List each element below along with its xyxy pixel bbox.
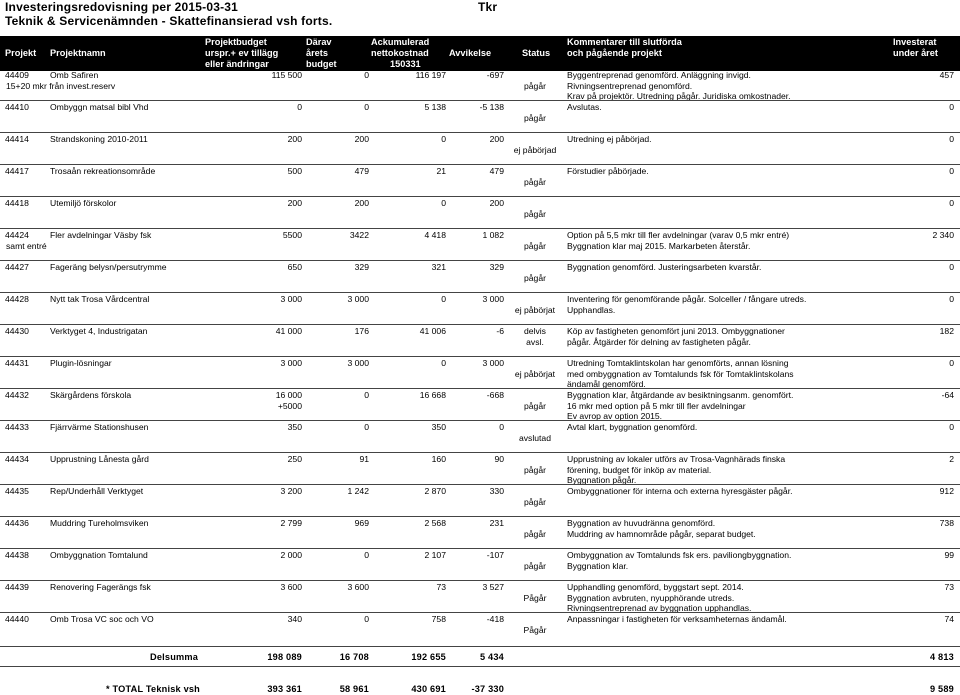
status-badge: pågår	[524, 400, 546, 411]
status-badge: pågår	[524, 80, 546, 91]
project-id: 44430	[5, 326, 29, 336]
investerat-value: 0	[949, 294, 954, 304]
row-divider	[0, 260, 960, 261]
row-divider	[0, 646, 960, 647]
avvikelse-value: 3 000	[482, 358, 504, 368]
table-row	[0, 422, 960, 454]
ack-value: 16 668	[419, 390, 446, 400]
header-kommentar-1: Kommentarer till slutförda	[567, 37, 682, 47]
status-badge: pågår	[524, 560, 546, 571]
ack-value: 0	[441, 294, 446, 304]
avvikelse-value: 0	[499, 422, 504, 432]
project-id: 44435	[5, 486, 29, 496]
darav-value: 3 000	[347, 358, 369, 368]
project-id: 44414	[5, 134, 29, 144]
darav-value: 91	[359, 454, 369, 464]
avvikelse-value: 90	[494, 454, 504, 464]
header-darav-1: Därav	[306, 37, 332, 47]
project-name-line: Muddring Tureholmsviken	[50, 518, 149, 528]
budget-value: +5000	[277, 400, 302, 411]
darav-value: 0	[364, 550, 369, 560]
comment-line: Förstudier påbörjade.	[567, 166, 649, 176]
status-badge: avsl.	[526, 336, 544, 347]
ack-value: 2 568	[424, 518, 446, 528]
row-divider	[0, 484, 960, 485]
investerat-value: 0	[949, 358, 954, 368]
project-id: 44433	[5, 422, 29, 432]
investerat-value: 2	[949, 454, 954, 464]
ack-value: 758	[431, 614, 446, 624]
total-divider	[0, 666, 960, 667]
budget-value: 3 600	[280, 582, 302, 592]
project-name-line: Ombyggnation Tomtalund	[50, 550, 148, 560]
project-name-line: Fler avdelningar Väsby fsk	[50, 230, 152, 240]
budget-value: 16 000	[275, 390, 302, 400]
ack-value: 21	[436, 166, 446, 176]
project-name-line: Utemiljö förskolor	[50, 198, 117, 208]
table-row	[0, 198, 960, 230]
comment-line: Upprustning av lokaler utförs av Trosa-Vagnhärads finska	[567, 454, 786, 464]
header-budget-1: Projektbudget	[205, 37, 267, 47]
investerat-value: 0	[949, 166, 954, 176]
ack-value: 160	[431, 454, 446, 464]
budget-value: 3 200	[280, 486, 302, 496]
header-ack-1: Ackumulerad	[371, 37, 430, 47]
status-badge: avslutad	[518, 432, 551, 443]
project-name-line: Rep/Underhåll Verktyget	[50, 486, 144, 496]
header-investerat-2: under året	[893, 48, 938, 58]
budget-value: 200	[287, 134, 302, 144]
project-name-line: Fjärrvärme Stationshusen	[50, 422, 149, 432]
header-projekt: Projekt	[5, 48, 37, 58]
status-badge: pågår	[524, 240, 546, 251]
project-name-line: Strandskoning 2010-2011	[50, 134, 148, 144]
project-id: 44428	[5, 294, 29, 304]
ack-value: 350	[431, 422, 446, 432]
status-badge: pågår	[524, 496, 546, 507]
project-id: 44427	[5, 262, 29, 272]
budget-value: 115 500	[271, 70, 302, 80]
ack-value: 4 418	[424, 230, 446, 240]
investerat-value: 738	[939, 518, 954, 528]
project-id: 44434	[5, 454, 29, 464]
project-name-line: samt entré	[6, 240, 47, 251]
project-id: 44438	[5, 550, 29, 560]
darav-value: 3 600	[347, 582, 369, 592]
project-id: 44440	[5, 614, 29, 624]
project-name-line: Plugin-lösningar	[50, 358, 112, 368]
comment-line: Byggnation av huvudränna genomförd.	[567, 518, 716, 528]
header-projektnamn: Projektnamn	[50, 48, 106, 58]
comment-line: Byggnation genomförd. Justeringsarbeten kvarstår.	[567, 262, 762, 272]
avvikelse-value: 200	[489, 134, 504, 144]
investerat-value: 74	[944, 614, 954, 624]
darav-value: 0	[364, 102, 369, 112]
row-divider	[0, 132, 960, 133]
darav-value: 3422	[349, 230, 369, 240]
project-name-line: Nytt tak Trosa Vårdcentral	[50, 294, 150, 304]
ack-value: 321	[431, 262, 446, 272]
header-ack-2: nettokostnad	[371, 48, 429, 58]
project-id: 44418	[5, 198, 29, 208]
investerat-value: 0	[949, 198, 954, 208]
header-darav-3: budget	[306, 59, 337, 69]
table-row	[0, 518, 960, 550]
project-name-line: Renovering Fagerängs fsk	[50, 582, 151, 592]
budget-value: 650	[287, 262, 302, 272]
total-avvikelse: -37 330	[471, 684, 504, 694]
darav-value: 200	[354, 134, 369, 144]
comment-line: ändamål genomförd.	[567, 379, 646, 390]
budget-value: 2 000	[280, 550, 302, 560]
darav-value: 0	[364, 70, 369, 80]
comment-line: Upphandlas.	[567, 304, 616, 315]
row-divider	[0, 100, 960, 101]
row-divider	[0, 452, 960, 453]
header-kommentar-2: och pågående projekt	[567, 48, 662, 58]
avvikelse-value: 3 000	[482, 294, 504, 304]
total-darav: 58 961	[339, 684, 369, 694]
header-status: Status	[522, 48, 551, 58]
budget-value: 350	[287, 422, 302, 432]
investerat-value: 0	[949, 102, 954, 112]
avvikelse-value: 330	[489, 486, 504, 496]
ack-value: 2 870	[424, 486, 446, 496]
avvikelse-value: 1 082	[482, 230, 504, 240]
project-id: 44410	[5, 102, 29, 112]
document-title-bar	[0, 0, 960, 13]
darav-value: 176	[354, 326, 369, 336]
table-row	[0, 550, 960, 582]
status-badge: ej påbörjat	[514, 304, 556, 315]
investerat-value: 73	[944, 582, 954, 592]
table-row	[0, 230, 960, 262]
table-row	[0, 358, 960, 390]
table-row	[0, 326, 960, 358]
comment-line: Upphandling genomförd, byggstart sept. 2014.	[567, 582, 744, 592]
ack-value: 73	[436, 582, 446, 592]
investerat-value: 0	[949, 134, 954, 144]
comment-line: Byggnation pågår.	[567, 475, 637, 486]
comment-line: Muddring av hamnområde pågår, separat budget.	[567, 528, 756, 539]
status-badge: ej påbörjat	[514, 368, 556, 379]
budget-value: 200	[287, 198, 302, 208]
table-header	[0, 36, 960, 71]
darav-value: 329	[354, 262, 369, 272]
comment-line: Byggnation klar maj 2015. Markarbeten återstår.	[567, 240, 751, 251]
ack-value: 0	[441, 198, 446, 208]
darav-value: 479	[354, 166, 369, 176]
row-divider	[0, 516, 960, 517]
avvikelse-value: 231	[489, 518, 504, 528]
investerat-value: 457	[939, 70, 954, 80]
row-divider	[0, 356, 960, 357]
comment-line: Anpassningar i fastigheten för verksamheternas ändamål.	[567, 614, 787, 624]
total-investerat: 9 589	[930, 684, 954, 694]
header-budget-2: urspr.+ ev tillägg	[205, 48, 279, 58]
comment-line: Krav på projektör. Utredning pågår. Juridiska omkostnader.	[567, 91, 791, 102]
table-row	[0, 70, 960, 102]
delsumma-investerat: 4 813	[930, 652, 954, 662]
darav-value: 1 242	[347, 486, 369, 496]
project-id: 44424	[5, 230, 29, 240]
avvikelse-value: -418	[486, 614, 504, 624]
header-budget-3: eller ändringar	[205, 59, 269, 69]
ack-value: 0	[441, 358, 446, 368]
investerat-value: 912	[939, 486, 954, 496]
table-row	[0, 390, 960, 422]
status-badge: Pågår	[523, 624, 547, 635]
header-avvikelse: Avvikelse	[449, 48, 492, 58]
investerat-value: 0	[949, 422, 954, 432]
row-divider	[0, 548, 960, 549]
status-badge: pågår	[524, 528, 546, 539]
avvikelse-value: 329	[489, 262, 504, 272]
comment-line: Inventering för genomförande pågår. Solceller / fångare utreds.	[567, 294, 807, 304]
investerat-value: -64	[941, 390, 954, 400]
avvikelse-value: -5 138	[479, 102, 504, 112]
comment-line: förening, budget för inköp av material.	[567, 464, 712, 475]
project-id: 44432	[5, 390, 29, 400]
comment-line: Byggentreprenad genomförd. Anläggning invigd.	[567, 70, 751, 80]
status-badge: pågår	[524, 208, 546, 219]
darav-value: 0	[364, 422, 369, 432]
ack-value: 41 006	[419, 326, 446, 336]
investerat-value: 2 340	[932, 230, 954, 240]
project-id: 44436	[5, 518, 29, 528]
document-title: Investeringsredovisning per 2015-03-31	[5, 0, 239, 14]
table-row	[0, 166, 960, 198]
table-row	[0, 134, 960, 166]
budget-value: 250	[287, 454, 302, 464]
budget-value: 3 000	[280, 294, 302, 304]
delsumma-ack: 192 655	[411, 652, 446, 662]
status-badge: pågår	[524, 272, 546, 283]
comment-line: Byggnation klar.	[567, 560, 629, 571]
delsumma-avvikelse: 5 434	[480, 652, 504, 662]
investerat-value: 0	[949, 262, 954, 272]
budget-value: 3 000	[280, 358, 302, 368]
comment-line: Option på 5,5 mkr till fler avdelningar (varav 0,5 mkr entré)	[567, 230, 790, 240]
section-title: Teknik & Servicenämnden - Skattefinansierad vsh forts.	[5, 14, 333, 28]
table-row	[0, 486, 960, 518]
comment-line: Utredning ej påbörjad.	[567, 134, 652, 144]
avvikelse-value: 479	[489, 166, 504, 176]
status-badge: pågår	[524, 112, 546, 123]
darav-value: 969	[354, 518, 369, 528]
darav-value: 3 000	[347, 294, 369, 304]
budget-value: 500	[287, 166, 302, 176]
project-name-line: Upprustning Lånesta gård	[50, 454, 149, 464]
project-name-line: Trosaån rekreationsområde	[50, 166, 156, 176]
table-row	[0, 614, 960, 646]
project-name-line: Omb Safiren	[50, 70, 99, 80]
row-divider	[0, 228, 960, 229]
investerat-value: 182	[939, 326, 954, 336]
darav-value: 200	[354, 198, 369, 208]
status-badge: delvis	[524, 326, 546, 336]
darav-value: 0	[364, 614, 369, 624]
table-row	[0, 262, 960, 294]
avvikelse-value: 200	[489, 198, 504, 208]
project-id: 44409	[5, 70, 29, 80]
ack-value: 0	[441, 134, 446, 144]
comment-line: Byggnation klar, åtgärdande av besiktningsanm. genomfört.	[567, 390, 794, 400]
row-divider	[0, 388, 960, 389]
comment-line: Ombyggnationer för interna och externa hyresgäster pågår.	[567, 486, 793, 496]
total-ack: 430 691	[411, 684, 446, 694]
avvikelse-value: -668	[486, 390, 504, 400]
project-name-line: Ombyggn matsal bibl Vhd	[50, 102, 149, 112]
budget-value: 340	[287, 614, 302, 624]
comment-line: Avtal klart, byggnation genomförd.	[567, 422, 698, 432]
avvikelse-value: 3 527	[482, 582, 504, 592]
project-name-line: Fageräng belysn/persutrymme	[50, 262, 167, 272]
header-ack-3: 150331	[390, 59, 421, 69]
comment-line: Ombyggnation av Tomtalunds fsk ers. paviliongbyggnation.	[567, 550, 792, 560]
delsumma-budget: 198 089	[267, 652, 302, 662]
row-divider	[0, 164, 960, 165]
project-name-line: Skärgårdens förskola	[50, 390, 132, 400]
table-row	[0, 582, 960, 614]
comment-line: med ombyggnation av Tomtalunds fsk för Tomtaklintskolans	[567, 368, 794, 379]
ack-value: 116 197	[415, 70, 446, 80]
status-badge: pågår	[524, 176, 546, 187]
project-id: 44417	[5, 166, 29, 176]
comment-line: Utredning Tomtaklintskolan har genomförts, annan lösning	[567, 358, 789, 368]
ack-value: 5 138	[424, 102, 446, 112]
status-badge: Pågår	[523, 592, 547, 603]
budget-value: 5500	[282, 230, 302, 240]
comment-line: Rivningsentreprenad av byggnation upphandlas.	[567, 603, 752, 614]
total-budget: 393 361	[267, 684, 302, 694]
delsumma-label: Delsumma	[150, 652, 199, 662]
table-row	[0, 454, 960, 486]
project-name-line: Verktyget 4, Industrigatan	[50, 326, 148, 336]
comment-line: Köp av fastigheten genomfört juni 2013. Ombyggnationer	[567, 326, 785, 336]
status-badge: ej påbörjad	[513, 144, 557, 155]
budget-value: 41 000	[275, 326, 302, 336]
row-divider	[0, 420, 960, 421]
header-investerat-1: Investerat	[893, 37, 937, 47]
table-row	[0, 294, 960, 326]
avvikelse-value: -697	[486, 70, 504, 80]
row-divider	[0, 580, 960, 581]
project-name-line: Omb Trosa VC soc och VO	[50, 614, 154, 624]
budget-value: 0	[297, 102, 302, 112]
row-divider	[0, 324, 960, 325]
ack-value: 2 107	[424, 550, 446, 560]
row-divider	[0, 292, 960, 293]
status-badge: pågår	[524, 464, 546, 475]
project-name-line: 15+20 mkr från invest.reserv	[6, 80, 116, 91]
darav-value: 0	[364, 390, 369, 400]
row-divider	[0, 612, 960, 613]
row-divider	[0, 196, 960, 197]
investerat-value: 99	[944, 550, 954, 560]
comment-line: pågår. Åtgärder för delning av fastigheten pågår.	[567, 336, 751, 347]
comment-line: Byggnation avbruten, nyupphörande utreds.	[567, 592, 735, 603]
comment-line: Ev avrop av option 2015.	[567, 411, 663, 422]
project-id: 44431	[5, 358, 29, 368]
comment-line: 16 mkr med option på 5 mkr till fler avdelningar	[567, 400, 746, 411]
budget-value: 2 799	[280, 518, 302, 528]
avvikelse-value: -107	[486, 550, 504, 560]
table-row	[0, 102, 960, 134]
avvikelse-value: -6	[496, 326, 504, 336]
header-darav-2: årets	[306, 48, 328, 58]
project-id: 44439	[5, 582, 29, 592]
comment-line: Avslutas.	[567, 102, 602, 112]
unit-label: Tkr	[478, 0, 498, 14]
delsumma-darav: 16 708	[339, 652, 369, 662]
comment-line: Rivningsentreprenad genomförd.	[567, 80, 693, 91]
total-label: * TOTAL Teknisk vsh	[106, 684, 200, 694]
